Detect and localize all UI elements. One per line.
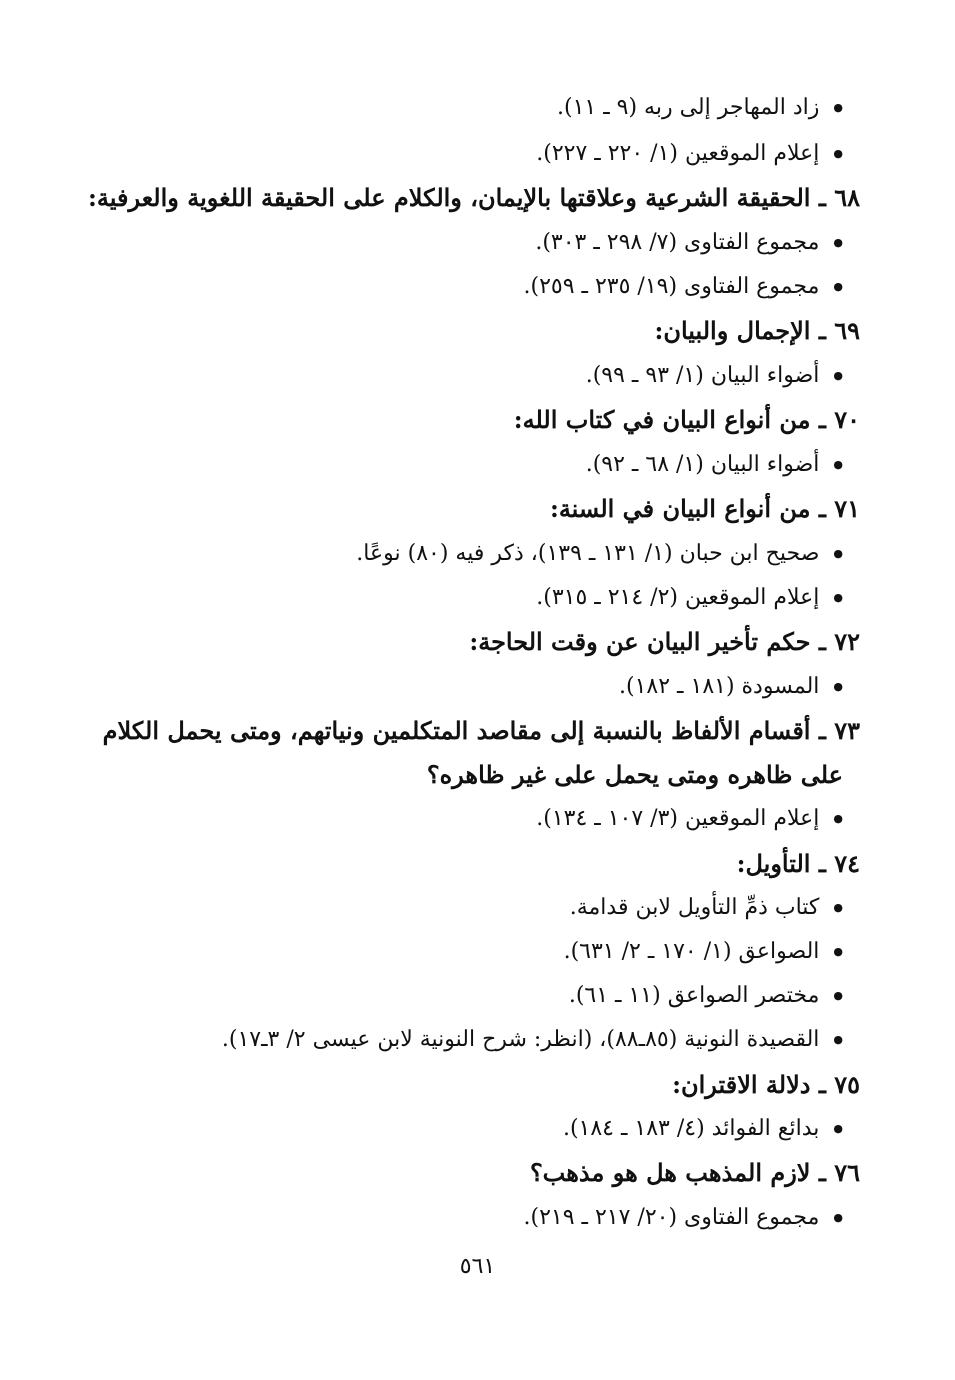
reference-item: ● إعلام الموقعين (١/ ٢٢٠ ـ ٢٢٧).: [536, 132, 843, 179]
reference-item: ● إعلام الموقعين (٣/ ١٠٧ ـ ١٣٤).: [536, 797, 843, 844]
reference-item: ● مختصر الصواعق (١١ ـ ٦١).: [569, 974, 843, 1021]
section-heading-69: ٦٩ ـ الإجمال والبيان:: [654, 316, 860, 345]
section-heading-72: ٧٢ ـ حكم تأخير البيان عن وقت الحاجة:: [469, 627, 860, 656]
reference-item: ● إعلام الموقعين (٢/ ٢١٤ ـ ٣١٥).: [536, 576, 843, 623]
section-heading-71: ٧١ ـ من أنواع البيان في السنة:: [549, 494, 860, 523]
reference-item: ● الصواعق (١/ ١٧٠ ـ ٢/ ٦٣١).: [564, 930, 843, 977]
section-heading-73-continuation: على ظاهره ومتى يحمل على غير ظاهره؟: [426, 760, 843, 789]
reference-item: ● زاد المهاجر إلى ربه (٩ ـ ١١).: [557, 86, 843, 133]
page-number: ٥٦١: [459, 1254, 496, 1279]
section-heading-73: ٧٣ ـ أقسام الألفاظ بالنسبة إلى مقاصد المتكلمين ونياتهم، ومتى يحمل الكلام: [102, 716, 860, 745]
section-heading-76: ٧٦ ـ لازم المذهب هل هو مذهب؟: [529, 1158, 860, 1187]
reference-item: ● أضواء البيان (١/ ٩٣ ـ ٩٩).: [586, 354, 843, 401]
reference-item: ● بدائع الفوائد (٤/ ١٨٣ ـ ١٨٤).: [563, 1107, 843, 1154]
section-heading-68: ٦٨ ـ الحقيقة الشرعية وعلاقتها بالإيمان، والكلام على الحقيقة اللغوية والعرفية:: [88, 183, 860, 212]
reference-item: ● القصيدة النونية (٨٥ـ٨٨)، (انظر: شرح النونية لابن عيسى ٢/ ٣ـ١٧).: [222, 1018, 843, 1065]
reference-item: ● مجموع الفتاوى (٧/ ٢٩٨ ـ ٣٠٣).: [535, 221, 843, 268]
reference-item: ● مجموع الفتاوى (٢٠/ ٢١٧ ـ ٢١٩).: [524, 1196, 843, 1243]
reference-item: ● مجموع الفتاوى (١٩/ ٢٣٥ ـ ٢٥٩).: [524, 265, 843, 312]
section-heading-70: ٧٠ ـ من أنواع البيان في كتاب الله:: [513, 405, 860, 434]
section-heading-74: ٧٤ ـ التأويل:: [736, 849, 860, 878]
reference-item: ● صحيح ابن حبان (١/ ١٣١ ـ ١٣٩)، ذكر فيه (٨٠) نوعًا.: [356, 532, 843, 579]
reference-item: ● أضواء البيان (١/ ٦٨ ـ ٩٢).: [586, 443, 843, 490]
section-heading-75: ٧٥ ـ دلالة الاقتران:: [672, 1070, 860, 1099]
reference-item: ● كتاب ذمِّ التأويل لابن قدامة.: [570, 886, 843, 933]
reference-item: ● المسودة (١٨١ ـ ١٨٢).: [619, 665, 843, 712]
